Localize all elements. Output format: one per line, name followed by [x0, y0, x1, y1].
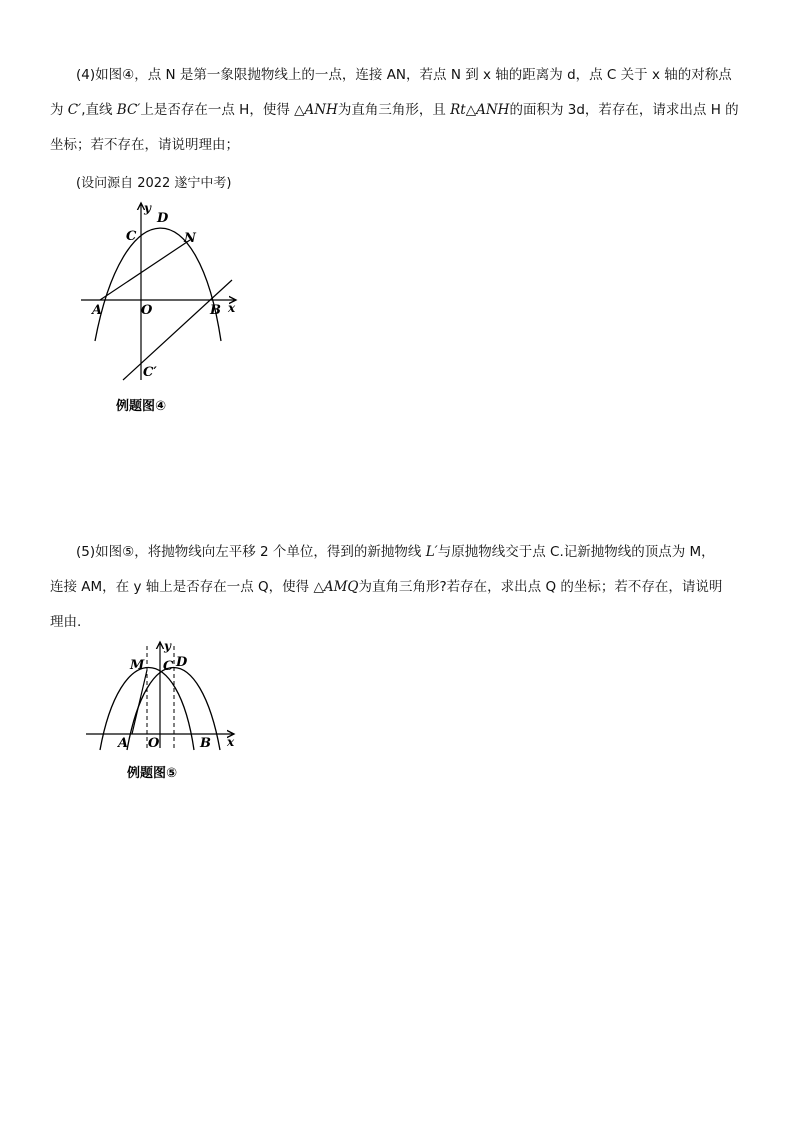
problem-4-line-3: 坐标；若不存在，请说明理由；: [50, 137, 239, 153]
problem-5-text: [50, 535, 745, 640]
problem-4-line-2: 为 C′,直线 BC′上是否存在一点 H，使得 △ANH为直角三角形，且 Rt△ANH的面积为 3d，若存在，请求出点 H 的: [50, 102, 739, 118]
label-A: A: [92, 303, 103, 318]
label-D: D: [157, 211, 169, 226]
label-B: B: [200, 736, 211, 751]
label-B: B: [210, 303, 221, 318]
label-D: D: [176, 655, 188, 670]
label-O: O: [141, 303, 153, 318]
parabola: [95, 228, 221, 341]
problem-4-line-1: (4)如图④，点 N 是第一象限抛物线上的一点，连接 AN，若点 N 到 x 轴的距离为 d，点 C 关于 x 轴的对称点: [76, 67, 732, 83]
label-C-prime: C′: [143, 365, 157, 380]
problem-5-line-2: 连接 AM，在 y 轴上是否存在一点 Q，使得 △AMQ为直角三角形?若存在，求出点 Q 的坐标；若不存在，请说明: [50, 579, 723, 595]
problem-4-text: [50, 58, 745, 163]
label-M: M: [130, 658, 145, 673]
label-C: C: [126, 229, 137, 244]
figure-5: [82, 638, 242, 783]
problem-4-source-note: (设问源自 2022 遂宁中考): [76, 176, 232, 191]
label-x: x: [227, 735, 235, 749]
problem-5-line-3: 理由.: [50, 614, 82, 630]
label-x: x: [228, 301, 236, 315]
figure-4-caption: 例题图④: [116, 399, 167, 414]
label-A: A: [118, 736, 129, 751]
label-N: N: [184, 231, 196, 246]
figure-5-caption: 例题图⑤: [127, 766, 178, 781]
problem-5-line-1: (5)如图⑤，将抛物线向左平移 2 个单位，得到的新抛物线 L′与原抛物线交于点 C.记新抛物线的顶点为 M，: [76, 544, 715, 560]
line-AM: [132, 670, 147, 734]
label-O: O: [148, 736, 160, 751]
line-BC-prime: [123, 280, 232, 380]
line-AN: [100, 240, 190, 300]
label-y: y: [164, 639, 171, 653]
label-y: y: [144, 201, 151, 215]
figure-4: [78, 198, 248, 423]
label-C: C: [163, 659, 174, 674]
